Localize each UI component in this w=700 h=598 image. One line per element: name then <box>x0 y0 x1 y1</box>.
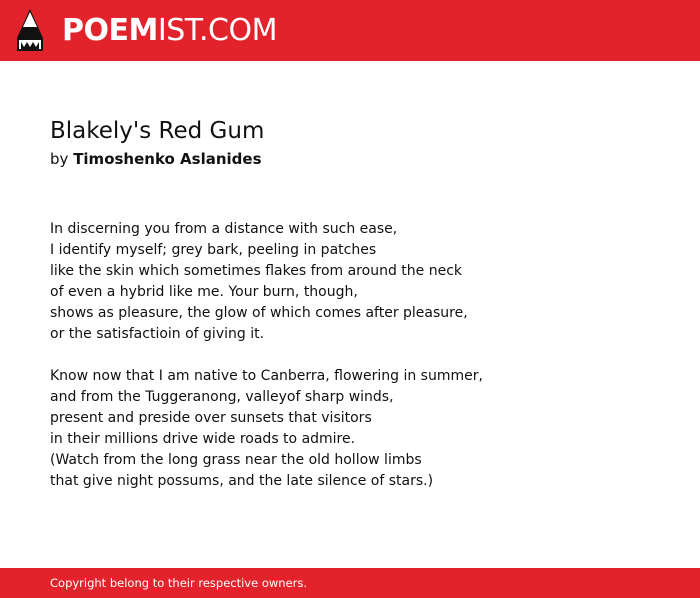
site-logo-text[interactable] <box>62 13 277 49</box>
poem-line: or the satisfactioin of giving it. <box>50 326 265 342</box>
stanza <box>50 219 670 345</box>
poem-line: In discerning you from a distance with such ease, <box>50 221 398 237</box>
poem-body <box>50 219 670 513</box>
poem-line: I identify myself; grey bark, peeling in patches <box>50 242 377 258</box>
author-name: Timoshenko Aslanides <box>73 150 262 168</box>
site-footer <box>0 568 700 598</box>
poem-line: like the skin which sometimes flakes from around the neck <box>50 263 462 279</box>
poem-line: (Watch from the long grass near the old hollow limbs <box>50 452 422 468</box>
brand-bold: POEM <box>62 13 158 48</box>
poem-line: in their millions drive wide roads to admire. <box>50 431 356 447</box>
pencil-tip-icon[interactable] <box>17 9 43 51</box>
poem-title: Blakely's Red Gum <box>50 118 265 144</box>
poem-line: shows as pleasure, the glow of which comes after pleasure, <box>50 305 468 321</box>
by-label: by <box>50 150 69 168</box>
poem-line: present and preside over sunsets that visitors <box>50 410 372 426</box>
poem-line: of even a hybrid like me. Your burn, though, <box>50 284 358 300</box>
poem-line: Know now that I am native to Canberra, flowering in summer, <box>50 368 483 384</box>
site-header <box>0 0 700 61</box>
copyright-text: Copyright belong to their respective owners. <box>50 576 308 590</box>
poem-line: and from the Tuggeranong, valleyof sharp winds, <box>50 389 394 405</box>
byline <box>50 149 262 169</box>
brand-light: IST.COM <box>157 13 277 48</box>
stanza <box>50 366 670 492</box>
poem-line: that give night possums, and the late silence of stars.) <box>50 473 434 489</box>
